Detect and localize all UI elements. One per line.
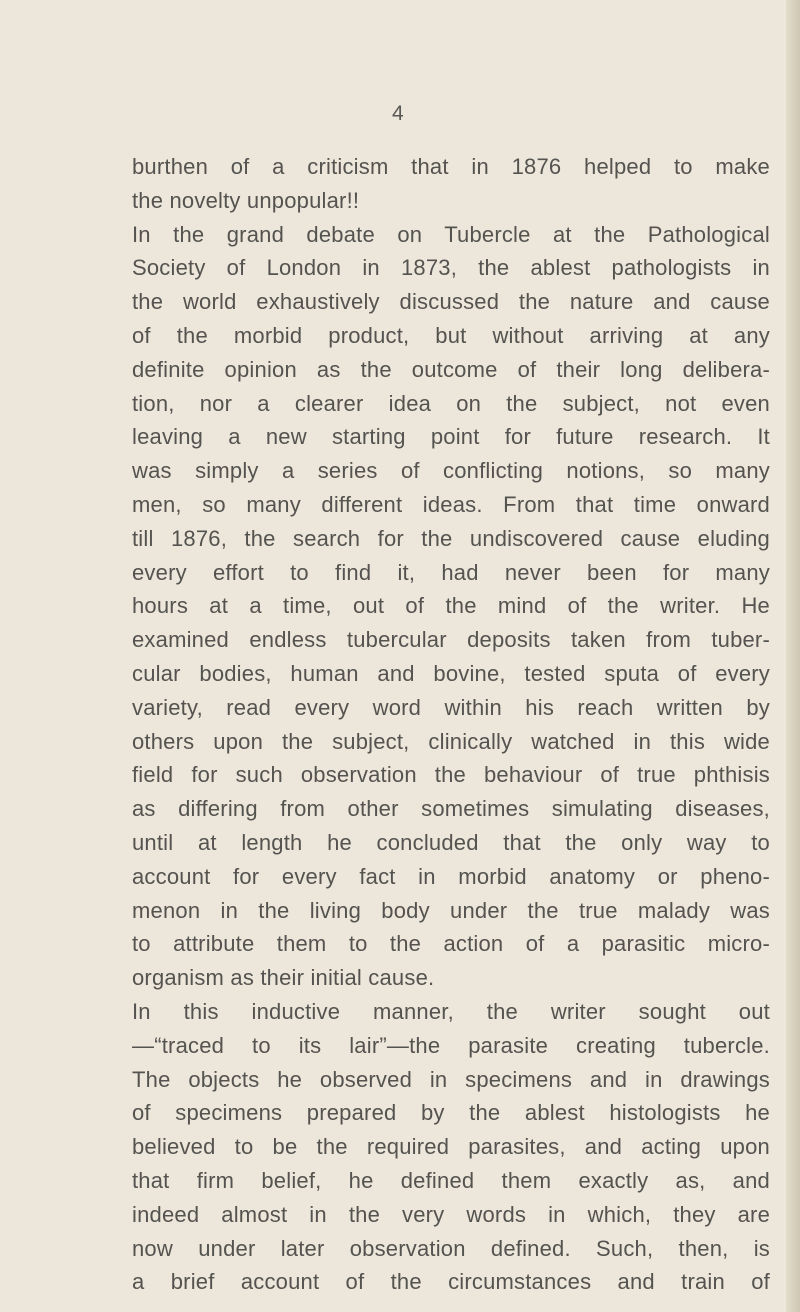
text-line: burthen of a criticism that in 1876 helped to make: [132, 154, 770, 179]
text-line: of specimens prepared by the ablest histologists he: [132, 1100, 770, 1126]
text-line: examined endless tubercular deposits taken from tuber-: [132, 627, 770, 653]
text-line: leaving a new starting point for future research. It: [132, 424, 770, 450]
page-number: 4: [392, 102, 404, 125]
text-line: of the morbid product, but without arriving at any: [132, 322, 770, 348]
text-line: as differing from other sometimes simulating diseases,: [132, 796, 770, 822]
text-line: organism as their initial cause.: [132, 965, 435, 991]
text-line: was simply a series of conflicting notions, so many: [132, 458, 770, 484]
text-line: now under later observation defined. Such, then, is: [132, 1235, 770, 1261]
text-line: tion, nor a clearer idea on the subject, not even: [132, 390, 770, 416]
body-text: [132, 150, 770, 1299]
text-line: menon in the living body under the true malady was: [132, 897, 770, 923]
text-line: variety, read every word within his reach written by: [132, 694, 770, 720]
text-line: to attribute them to the action of a parasitic micro-: [132, 931, 770, 957]
text-line: believed to be the required parasites, and acting upon: [132, 1134, 770, 1160]
text-line: Society of London in 1873, the ablest pathologists in: [132, 255, 770, 281]
page-edge-shadow: [786, 0, 800, 1312]
text-line: hours at a time, out of the mind of the writer. He: [132, 593, 770, 619]
text-line: the novelty unpopular!!: [132, 187, 360, 213]
text-line: In the grand debate on Tubercle at the Pathological: [132, 221, 770, 247]
text-line: every effort to find it, had never been for many: [132, 559, 770, 585]
text-line: field for such observation the behaviour of true phthisis: [132, 762, 770, 788]
text-line: In this inductive manner, the writer sought out: [132, 998, 770, 1024]
text-line: others upon the subject, clinically watched in this wide: [132, 728, 770, 754]
text-line: account for every fact in morbid anatomy or pheno-: [132, 863, 770, 889]
text-line: men, so many different ideas. From that time onward: [132, 491, 770, 517]
text-line: definite opinion as the outcome of their long delibera-: [132, 356, 770, 382]
text-line: that firm belief, he defined them exactly as, and: [132, 1167, 770, 1193]
text-line: cular bodies, human and bovine, tested sputa of every: [132, 660, 770, 686]
text-line: till 1876, the search for the undiscovered cause eluding: [132, 525, 770, 551]
text-line: until at length he concluded that the only way to: [132, 829, 770, 855]
text-line: indeed almost in the very words in which, they are: [132, 1201, 770, 1227]
text-line: The objects he observed in specimens and in drawings: [132, 1066, 770, 1092]
text-line: a brief account of the circumstances and train of: [132, 1269, 770, 1295]
text-line: —“traced to its lair”—the parasite creating tubercle.: [132, 1032, 770, 1058]
text-line: the world exhaustively discussed the nature and cause: [132, 289, 770, 315]
